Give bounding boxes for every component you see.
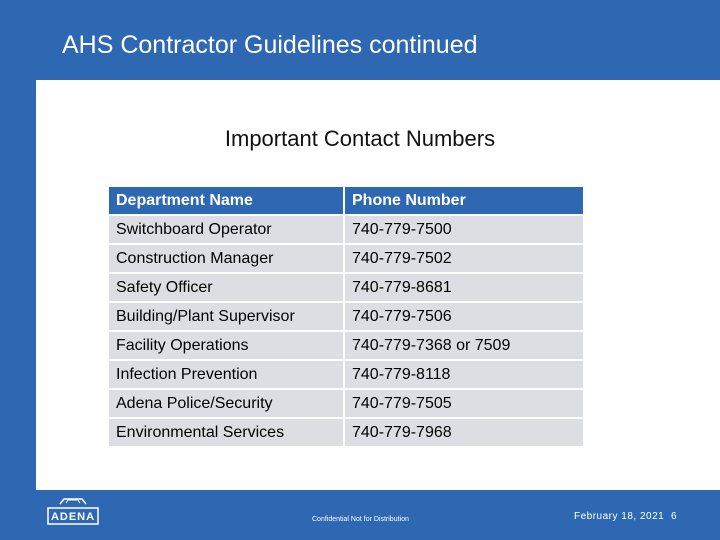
phone-cell: 740-779-7968 — [345, 419, 583, 446]
adena-logo — [46, 494, 100, 532]
slide-title: AHS Contractor Guidelines continued — [62, 31, 478, 59]
phone-cell: 740-779-7368 or 7509 — [345, 332, 583, 359]
department-cell: Infection Prevention — [109, 361, 343, 388]
page-number: 6 — [671, 511, 677, 522]
phone-cell: 740-779-7502 — [345, 245, 583, 272]
slide-date: February 18, 2021 — [574, 511, 665, 522]
department-cell: Adena Police/Security — [109, 390, 343, 417]
header-phone: Phone Number — [345, 187, 583, 214]
table-row — [109, 245, 583, 272]
table-row — [109, 274, 583, 301]
table-row — [109, 419, 583, 446]
phone-cell: 740-779-8681 — [345, 274, 583, 301]
department-cell: Building/Plant Supervisor — [109, 303, 343, 330]
header-department: Department Name — [109, 187, 343, 214]
table-row — [109, 303, 583, 330]
slide-subtitle: Important Contact Numbers — [224, 126, 496, 151]
phone-cell: 740-779-8118 — [345, 361, 583, 388]
phone-cell: 740-779-7500 — [345, 216, 583, 243]
department-cell: Environmental Services — [109, 419, 343, 446]
phone-cell: 740-779-7505 — [345, 390, 583, 417]
department-cell: Construction Manager — [109, 245, 343, 272]
table-row — [109, 216, 583, 243]
department-cell: Switchboard Operator — [109, 216, 343, 243]
phone-cell: 740-779-7506 — [345, 303, 583, 330]
table-row — [109, 332, 583, 359]
contacts-table — [107, 185, 585, 448]
confidential-notice: Confidential Not for Distribution — [312, 516, 409, 523]
department-cell: Facility Operations — [109, 332, 343, 359]
table-row — [109, 390, 583, 417]
department-cell: Safety Officer — [109, 274, 343, 301]
table-row — [109, 361, 583, 388]
table-header-row — [109, 187, 583, 214]
logo-wordmark: ADENA — [50, 511, 96, 523]
